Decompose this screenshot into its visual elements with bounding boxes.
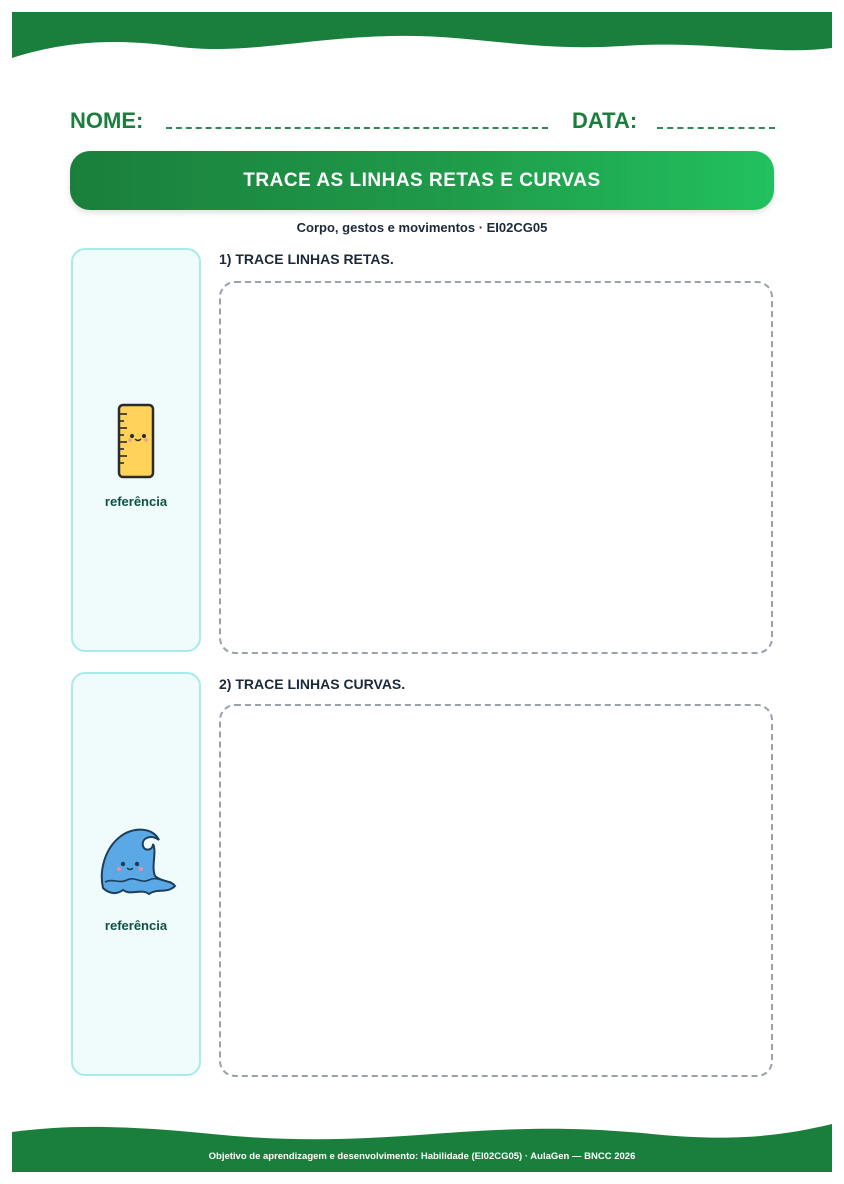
date-label: DATA:: [572, 108, 638, 133]
reference-panel-curved: [71, 672, 201, 1076]
name-field[interactable]: [166, 127, 548, 129]
page-subtitle: Corpo, gestos e movimentos · EI02CG05: [296, 220, 548, 235]
section-1-title: 1) TRACE LINHAS RETAS.: [219, 251, 394, 267]
top-wave-banner: [12, 12, 832, 62]
drawing-area-curved[interactable]: [219, 704, 773, 1077]
drawing-area-straight[interactable]: [219, 281, 773, 654]
reference-panel-straight: [71, 248, 201, 652]
bottom-wave-banner: [12, 1122, 832, 1172]
name-label: NOME:: [70, 108, 144, 133]
ruler-icon: [73, 402, 199, 485]
reference-label: referência: [104, 494, 168, 509]
wave-icon: [73, 826, 199, 903]
date-field[interactable]: [657, 127, 775, 129]
section-2-title: 2) TRACE LINHAS CURVAS.: [219, 676, 406, 692]
reference-label: referência: [104, 918, 168, 933]
footer-text: Objetivo de aprendizagem e desenvolvimento: Habilidade (EI02CG05) · AulaGen — BNCC 2026: [208, 1151, 636, 1162]
name-date-row: [70, 108, 775, 138]
title-banner: [70, 151, 774, 210]
page-title: TRACE AS LINHAS RETAS E CURVAS: [243, 169, 601, 191]
